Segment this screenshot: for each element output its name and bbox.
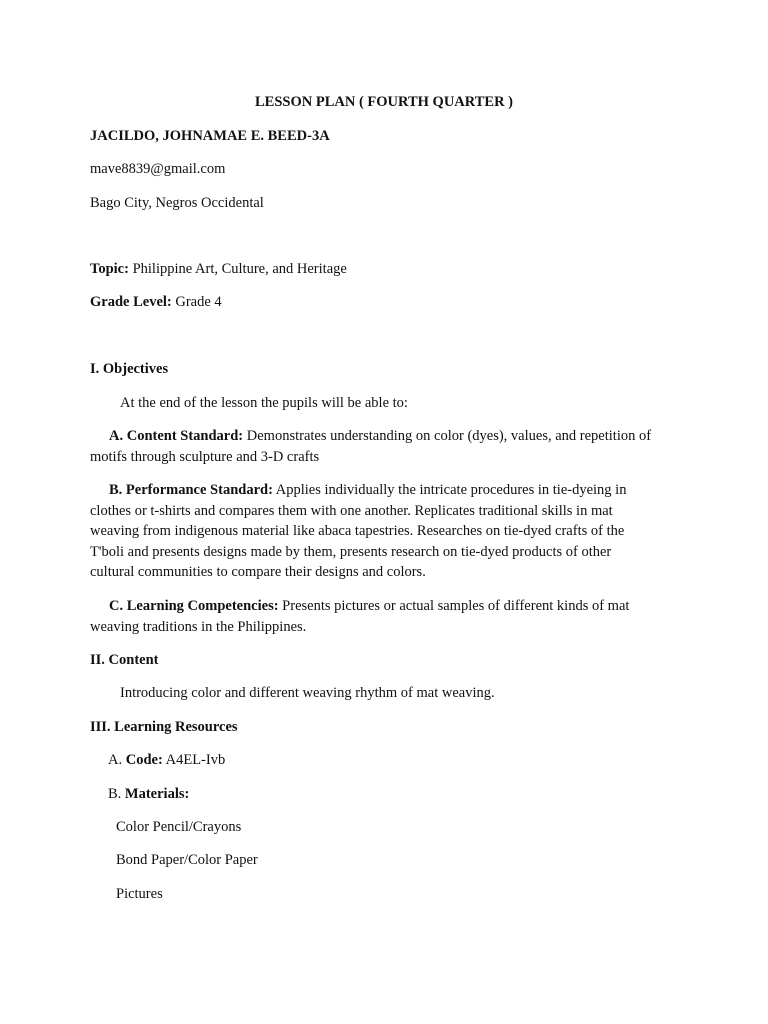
performance-standard-text-5: cultural communities to compare their designs and colors. — [90, 564, 426, 580]
material-item: Color Pencil/Crayons — [116, 819, 242, 835]
topic-line — [90, 259, 690, 280]
performance-standard-text-1: Applies individually the intricate procedures in tie-dyeing in — [272, 482, 627, 498]
materials-prefix: B. — [108, 786, 125, 802]
content-standard-text-1: Demonstrates understanding on color (dyes), values, and repetition of — [243, 428, 652, 444]
learning-competencies — [90, 596, 690, 617]
code-prefix: A. — [108, 752, 126, 768]
code-label: Code: — [125, 752, 163, 768]
topic-label: Topic: — [90, 261, 129, 277]
materials-label: Materials: — [124, 786, 190, 802]
performance-standard-text-4: T'boli and presents designs made by them, presents research on tie-dyed products of other — [90, 544, 612, 560]
author-name: JACILDO, JOHNAMAE E. BEED-3A — [90, 128, 330, 144]
document-title: LESSON PLAN ( FOURTH QUARTER ) — [255, 94, 513, 110]
material-item: Bond Paper/Color Paper — [116, 852, 258, 868]
performance-standard-text-3: weaving from indigenous material like abaca tapestries. Researches on tie-dyed crafts of the — [90, 523, 625, 539]
materials-line — [108, 784, 708, 805]
learning-competencies-label: C. Learning Competencies: — [109, 598, 279, 614]
learning-competencies-text-2: weaving traditions in the Philippines. — [90, 619, 307, 635]
grade-line — [90, 292, 690, 313]
content-text: Introducing color and different weaving rhythm of mat weaving. — [120, 685, 495, 701]
content-standard-text-2: motifs through sculpture and 3-D crafts — [90, 449, 320, 465]
objectives-heading: I. Objectives — [90, 361, 169, 377]
code-line — [108, 750, 708, 771]
author-email: mave8839@gmail.com — [90, 161, 226, 177]
grade-label: Grade Level: — [90, 294, 172, 310]
objectives-intro: At the end of the lesson the pupils will be able to: — [120, 395, 408, 411]
learning-competencies-text-1: Presents pictures or actual samples of different kinds of mat — [278, 598, 630, 614]
content-standard — [90, 426, 690, 447]
content-heading: II. Content — [90, 652, 159, 668]
author-location: Bago City, Negros Occidental — [90, 195, 264, 211]
resources-heading: III. Learning Resources — [90, 719, 238, 735]
performance-standard-text-2: clothes or t-shirts and compares them with one another. Replicates traditional skills in mat — [90, 503, 613, 519]
performance-standard-label: B. Performance Standard: — [109, 482, 273, 498]
code-value: A4EL-Ivb — [162, 752, 226, 768]
content-standard-label: A. Content Standard: — [109, 428, 244, 444]
material-item: Pictures — [116, 886, 163, 902]
performance-standard — [90, 480, 690, 501]
topic-value: Philippine Art, Culture, and Heritage — [128, 261, 347, 277]
grade-value: Grade 4 — [171, 294, 222, 310]
